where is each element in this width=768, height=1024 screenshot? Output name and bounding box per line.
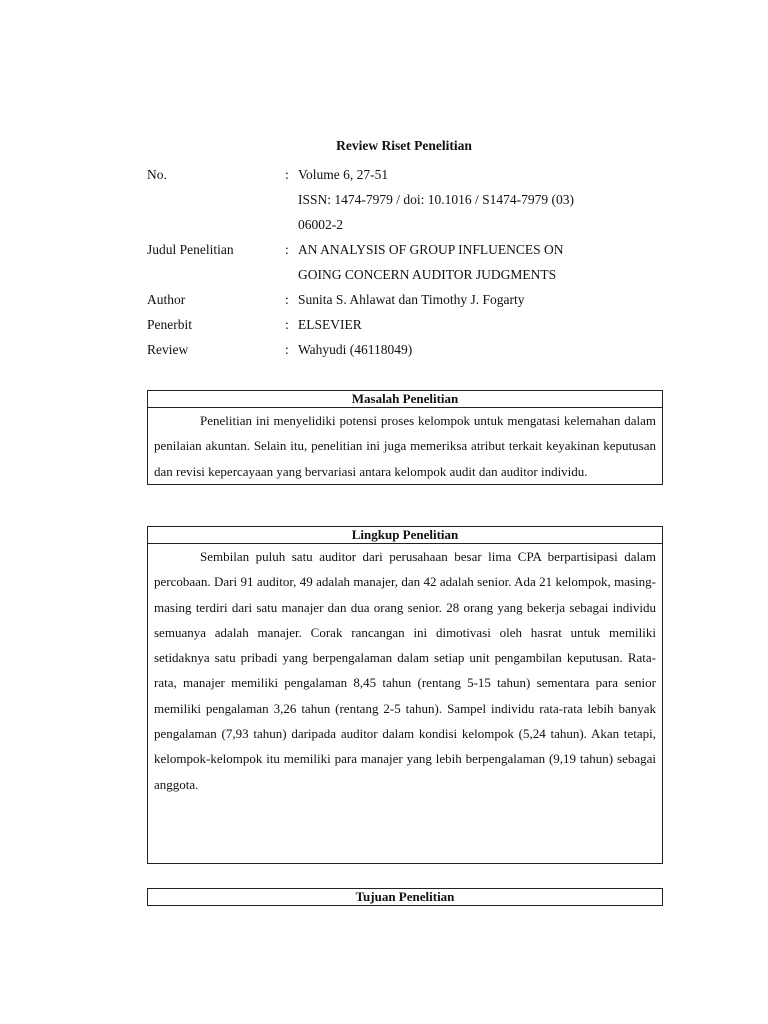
meta-colon: : — [285, 292, 289, 307]
meta-row-review — [147, 337, 667, 362]
section-body: Sembilan puluh satu auditor dari perusahaan besar lima CPA berpartisipasi dalam percobaan. Dari 91 auditor, 49 adalah manajer, dan 42 adalah senior. Ada 21 kelompok, masing-masing terdiri dari satu manajer dan dua orang senior. 28 orang yang bekerja sebagai individu semuanya adalah manajer. Corak rancangan ini dimotivasi oleh hasrat untuk memiliki setidaknya satu pribadi yang berpengalaman dalam setiap unit pengambilan keputusan. Rata-rata, manajer memiliki pengalaman 8,45 tahun (rentang 5-15 tahun) sementara para senior memiliki pengalaman 3,26 tahun (rentang 2-5 tahun). Sampel individu rata-rata lebih banyak pengalaman (7,93 tahun) daripada auditor dalam kondisi kelompok (5,24 tahun). Akan tetapi, kelompok-kelompok itu memiliki para manajer yang lebih berpengalaman (9,19 tahun) sebagai anggota. — [154, 549, 656, 792]
review-metadata — [147, 162, 667, 362]
meta-value-no-line: Volume 6, 27-51 — [298, 167, 389, 182]
meta-value-no-line: 06002-2 — [298, 217, 343, 232]
meta-label-review: Review — [147, 342, 189, 357]
section-heading: Masalah Penelitian — [148, 391, 662, 408]
meta-value-judul — [298, 237, 667, 287]
meta-value-judul-line: GOING CONCERN AUDITOR JUDGMENTS — [298, 267, 557, 282]
meta-value-review: Wahyudi (46118049) — [298, 342, 413, 357]
meta-value-penerbit: ELSEVIER — [298, 317, 362, 332]
meta-value-judul-line: AN ANALYSIS OF GROUP INFLUENCES ON — [298, 242, 564, 257]
meta-label-no: No. — [147, 167, 167, 182]
section-tujuan-penelitian — [147, 888, 663, 906]
meta-row-author — [147, 287, 667, 312]
meta-row-judul — [147, 237, 667, 287]
section-heading: Tujuan Penelitian — [355, 889, 455, 904]
section-lingkup-penelitian — [147, 526, 663, 864]
meta-label-judul: Judul Penelitian — [147, 242, 234, 257]
meta-value-no-line: ISSN: 1474-7979 / doi: 10.1016 / S1474-7979 (03) — [298, 192, 575, 207]
section-heading: Lingkup Penelitian — [148, 527, 662, 544]
meta-colon: : — [285, 242, 289, 257]
section-body: Penelitian ini menyelidiki potensi proses kelompok untuk mengatasi kelemahan dalam penilaian akuntan. Selain itu, penelitian ini juga memeriksa atribut terkait keyakinan keputusan dan revisi kepercayaan yang bervariasi antara kelompok audit dan auditor individu. — [154, 413, 656, 479]
meta-colon: : — [285, 342, 289, 357]
page-title: Review Riset Penelitian — [336, 138, 472, 153]
meta-row-penerbit — [147, 312, 667, 337]
meta-value-author: Sunita S. Ahlawat dan Timothy J. Fogarty — [298, 292, 525, 307]
meta-colon: : — [285, 167, 289, 182]
section-masalah-penelitian — [147, 390, 663, 485]
meta-label-author: Author — [147, 292, 186, 307]
meta-row-no — [147, 162, 667, 237]
meta-label-penerbit: Penerbit — [147, 317, 192, 332]
meta-colon: : — [285, 317, 289, 332]
meta-value-no — [298, 162, 667, 237]
